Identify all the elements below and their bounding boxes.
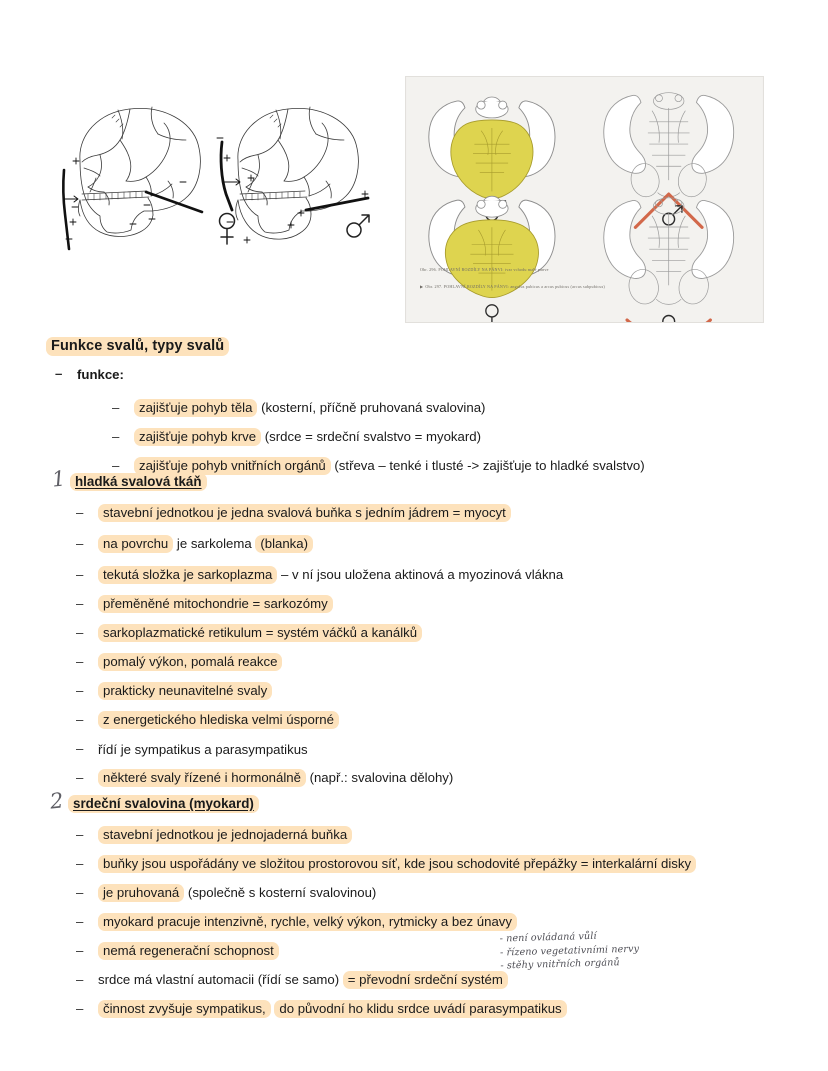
- list-item: [76, 827, 352, 842]
- bullet-dash: –: [76, 885, 84, 900]
- list-item: [76, 536, 313, 551]
- funkce-label: funkce:: [77, 367, 124, 382]
- plain-text: (např.: svalovina dělohy): [305, 770, 454, 785]
- list-item-text: řídí je sympatikus a parasympatikus: [98, 742, 308, 757]
- list-item-text: [98, 536, 313, 551]
- list-item-text: [98, 770, 453, 785]
- bullet-dash: –: [76, 654, 84, 669]
- skull-female: [63, 107, 234, 249]
- list-item: [76, 505, 511, 520]
- page-title-text: Funkce svalů, typy svalů: [46, 337, 229, 356]
- handwritten-note-line: - stěhy vnitřních orgánů: [500, 957, 620, 972]
- list-item-text: [98, 914, 517, 929]
- list-item-text: [98, 827, 352, 842]
- bullet-dash: –: [76, 683, 84, 698]
- list-item: [76, 654, 282, 669]
- list-item: [76, 943, 279, 958]
- list-item-text: [98, 683, 272, 698]
- pelvis-caption-2: [420, 284, 620, 289]
- bullet-dash: –: [112, 429, 120, 444]
- list-item-text: [98, 1001, 567, 1016]
- caption-arrow-icon: ▶: [420, 284, 424, 289]
- highlighted-text: na povrchu: [98, 535, 173, 553]
- bullet-dash: –: [76, 505, 84, 520]
- plain-text: srdce má vlastní automacii (řídí se samo): [98, 972, 343, 987]
- plain-text: (společně s kosterní svalovinou): [184, 885, 377, 900]
- bullet-dash: –: [112, 458, 120, 473]
- list-item: [76, 712, 339, 727]
- highlighted-text: zajišťuje pohyb krve: [134, 428, 261, 446]
- highlighted-text: buňky jsou uspořádány ve složitou prostorovou síť, kde jsou schodovité přepážky = interkalární disky: [98, 855, 696, 873]
- list-item-funkce: [55, 366, 124, 384]
- section-heading-text: srdeční svalovina (myokard): [68, 795, 259, 813]
- highlighted-text: prakticky neunavitelné svaly: [98, 682, 272, 700]
- pelvis-comparison-figure: [405, 76, 764, 323]
- list-item: [76, 885, 376, 900]
- bullet-dash: –: [76, 567, 84, 582]
- highlighted-text: stavební jednotkou je jednojaderná buňka: [98, 826, 352, 844]
- section-heading-text: hladká svalová tkáň: [70, 473, 207, 491]
- list-item-text: [134, 400, 485, 415]
- highlighted-text: myokard pracuje intenzivně, rychle, velký výkon, rytmicky a bez únavy: [98, 913, 517, 931]
- highlighted-text: pomalý výkon, pomalá reakce: [98, 653, 282, 671]
- highlighted-text: z energetického hlediska velmi úsporné: [98, 711, 339, 729]
- list-item-text: [98, 856, 696, 871]
- highlighted-text: přeměněné mitochondrie = sarkozómy: [98, 595, 333, 613]
- list-item: [76, 770, 453, 785]
- plain-text: je sarkolema: [173, 536, 256, 551]
- list-item: [76, 914, 517, 929]
- section-heading-cardiac-muscle: [68, 796, 259, 811]
- list-item: [76, 625, 422, 640]
- plain-text: – v ní jsou uložena aktinová a myozinová vlákna: [277, 567, 564, 582]
- figures-region: [0, 0, 828, 330]
- highlighted-text: tekutá složka je sarkoplazma: [98, 566, 277, 584]
- handwritten-note-line: - není ovládaná vůlí: [499, 930, 597, 945]
- list-item-text: [98, 596, 333, 611]
- bullet-dash: –: [112, 400, 120, 415]
- list-item: [76, 741, 308, 759]
- list-item: [76, 596, 333, 611]
- list-item-text: [98, 567, 563, 582]
- highlighted-text: některé svaly řízené i hormonálně: [98, 769, 306, 787]
- list-item: [112, 400, 485, 415]
- bullet-dash: –: [76, 712, 84, 727]
- bullet-dash: –: [76, 943, 84, 958]
- highlighted-text: je pruhovaná: [98, 884, 184, 902]
- highlighted-text: sarkoplazmatické retikulum = systém váčků a kanálků: [98, 624, 422, 642]
- bullet-dash: –: [76, 770, 84, 785]
- bullet-dash: –: [76, 914, 84, 929]
- plain-text: (kosterní, příčně pruhovaná svalovina): [257, 400, 486, 415]
- plain-text: (střeva – tenké i tlusté -> zajišťuje to hladké svalstvo): [330, 458, 645, 473]
- bullet-dash: –: [76, 625, 84, 640]
- bullet-dash: –: [76, 1001, 84, 1016]
- list-item: [76, 972, 508, 987]
- highlighted-text: zajišťuje pohyb těla: [134, 399, 257, 417]
- list-item: [76, 567, 563, 582]
- bullet-dash: –: [76, 972, 84, 987]
- list-item-text: [98, 943, 279, 958]
- highlighted-text: zajišťuje pohyb vnitřních orgánů: [134, 457, 331, 475]
- list-item-text: [134, 429, 481, 444]
- list-item-text: [98, 505, 511, 520]
- highlighted-text: = převodní srdeční systém: [343, 971, 508, 989]
- list-item-text: [98, 972, 508, 987]
- list-item: [112, 458, 645, 473]
- list-item: [76, 856, 696, 871]
- list-item-text: [98, 885, 376, 900]
- list-item-text: [134, 458, 645, 473]
- list-item: [112, 429, 481, 444]
- handwritten-number-2: 2: [48, 788, 65, 814]
- bullet-dash: –: [76, 827, 84, 842]
- highlighted-text: činnost zvyšuje sympatikus,: [98, 1000, 271, 1018]
- highlighted-text: nemá regenerační schopnost: [98, 942, 279, 960]
- bullet-dash: –: [55, 366, 63, 381]
- highlighted-text-2: (blanka): [255, 535, 313, 553]
- list-item-text: [98, 712, 339, 727]
- list-item-text: [98, 654, 282, 669]
- skull-male: [217, 107, 369, 243]
- plain-text: (srdce = srdeční svalstvo = myokard): [261, 429, 481, 444]
- highlighted-text-2: do původní ho klidu srdce uvádí parasympatikus: [274, 1000, 566, 1018]
- page-title: [46, 338, 229, 354]
- bullet-dash: –: [76, 856, 84, 871]
- list-item-text: [98, 625, 422, 640]
- handwritten-margin-notes: [499, 927, 680, 973]
- highlighted-text: stavební jednotkou je jedna svalová buňka s jedním jádrem = myocyt: [98, 504, 511, 522]
- section-heading-smooth-muscle: [70, 474, 207, 489]
- pelvis-caption-1: Obr. 296. POHLAVNÍ ROZDÍLY NA PÁNVI: tvar vchodu malé pánve: [420, 267, 549, 272]
- skull-comparison-figure: [52, 82, 382, 257]
- bullet-dash: –: [76, 741, 84, 756]
- handwritten-number-1: 1: [50, 466, 67, 492]
- bullet-dash: –: [76, 536, 84, 551]
- pelvis-caption-2-text: Obr. 297. POHLAVNÍ ROZDÍLY NA PÁNVI: angulus pubicus a arcus pubicus (arcus subpubicus): [425, 284, 605, 289]
- handwritten-note-line: - řízeno vegetativními nervy: [499, 943, 640, 959]
- list-item: [76, 683, 272, 698]
- list-item: [76, 1001, 567, 1016]
- bullet-dash: –: [76, 596, 84, 611]
